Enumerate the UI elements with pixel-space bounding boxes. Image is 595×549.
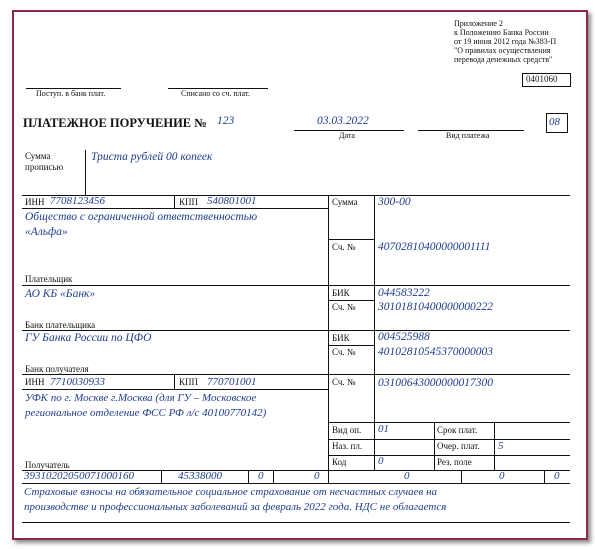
status-code: 08 — [549, 116, 560, 128]
payer-kpp-label: КПП — [179, 197, 199, 207]
ocher-label: Очер. плат. — [437, 441, 480, 451]
tax-field-doc-date: 0 — [499, 470, 505, 482]
payee-inn: 7710030933 — [50, 376, 105, 388]
purpose-line1: Страховые взносы на обязательное социальное страхование от несчастных случаев на — [24, 486, 438, 498]
amount-value: 300-00 — [378, 196, 411, 208]
srok-label: Срок плат. — [437, 425, 478, 435]
payer-label: Плательщик — [25, 274, 73, 284]
kod-label: Код — [332, 457, 347, 467]
payee-label: Получатель — [25, 460, 70, 470]
date-label: Дата — [339, 131, 355, 140]
kod-value: 0 — [378, 455, 384, 467]
payment-type-label: Вид платежа — [446, 131, 490, 140]
payee-bank-acc-label: Сч. № — [332, 347, 356, 357]
payer-bank-bik: 044583222 — [378, 287, 430, 299]
form-code-box — [522, 73, 571, 87]
tax-field-basis: 0 — [258, 470, 264, 482]
received-label: Поступ. в банк плат. — [36, 89, 106, 98]
payer-account-label: Сч. № — [332, 242, 356, 252]
payer-bank-label: Банк плательщика — [25, 320, 96, 330]
payer-bank-acc-label: Сч. № — [332, 302, 356, 312]
ocher-value: 5 — [498, 440, 504, 452]
form-code: 0401060 — [526, 74, 558, 84]
payer-name-line2: «Альфа» — [25, 226, 68, 238]
tax-field-kbk: 39310202050071000160 — [24, 470, 134, 482]
appendix-line4: "О правилах осуществления — [454, 46, 551, 55]
amount-words-value: Триста рублей 00 копеек — [91, 151, 213, 163]
tax-field-oktmo: 45338000 — [178, 470, 222, 482]
payer-name-line1: Общество с ограниченной ответственностью — [25, 211, 258, 223]
payee-inn-label: ИНН — [25, 377, 45, 387]
order-date: 03.03.2022 — [317, 115, 369, 127]
amount-words-label-2: прописью — [25, 162, 64, 172]
payer-inn: 7708123456 — [50, 195, 105, 207]
payee-bank-name: ГУ Банка России по ЦФО — [25, 332, 152, 344]
payer-bank-acc: 30101810400000000222 — [378, 301, 493, 313]
payee-bank-bik-label: БИК — [332, 333, 350, 343]
debited-label: Списано со сч. плат. — [181, 89, 250, 98]
vid-op-value: 01 — [378, 423, 389, 435]
appendix-line2: к Положению Банка России — [454, 28, 549, 37]
payee-bank-acc: 40102810545370000003 — [378, 346, 493, 358]
purpose-line2: производстве и профессиональных заболеваний за февраль 2022 года. НДС не облагается — [24, 501, 447, 513]
naz-label: Наз. пл. — [332, 441, 363, 451]
status-box — [546, 113, 568, 133]
payee-acc-label: Сч. № — [332, 377, 356, 387]
vid-op-label: Вид оп. — [332, 425, 362, 435]
payment-order-form — [12, 10, 588, 540]
tax-field-period: 0 — [314, 470, 320, 482]
tax-field-doc-number: 0 — [404, 470, 410, 482]
payee-name-line2: региональное отделение ФСС РФ л/с 40100770142) — [25, 407, 267, 419]
appendix-line3: от 19 июня 2012 года №383-П — [454, 37, 557, 46]
payer-bank-bik-label: БИК — [332, 288, 350, 298]
rez-label: Рез. поле — [437, 457, 472, 467]
payee-bank-bik: 004525988 — [378, 331, 430, 343]
page-title: ПЛАТЕЖНОЕ ПОРУЧЕНИЕ № — [23, 116, 207, 130]
order-number: 123 — [217, 115, 235, 127]
payer-account: 40702810400000001111 — [378, 241, 491, 253]
tax-field-type: 0 — [554, 470, 560, 482]
payee-kpp: 770701001 — [207, 376, 257, 388]
payee-bank-label: Банк получателя — [25, 364, 89, 374]
amount-label: Сумма — [332, 197, 358, 207]
payee-name-line1: УФК по г. Москве г.Москва (для ГУ – Московское — [25, 392, 257, 404]
payer-bank-name: АО КБ «Банк» — [25, 288, 96, 300]
appendix-line1: Приложение 2 — [454, 19, 503, 28]
payee-kpp-label: КПП — [179, 377, 199, 387]
payer-kpp: 540801001 — [207, 195, 257, 207]
payer-inn-label: ИНН — [25, 197, 45, 207]
payee-acc: 03100643000000017300 — [378, 377, 493, 389]
amount-words-label-1: Сумма — [25, 151, 51, 161]
appendix-line5: перевода денежных средств" — [454, 55, 553, 64]
